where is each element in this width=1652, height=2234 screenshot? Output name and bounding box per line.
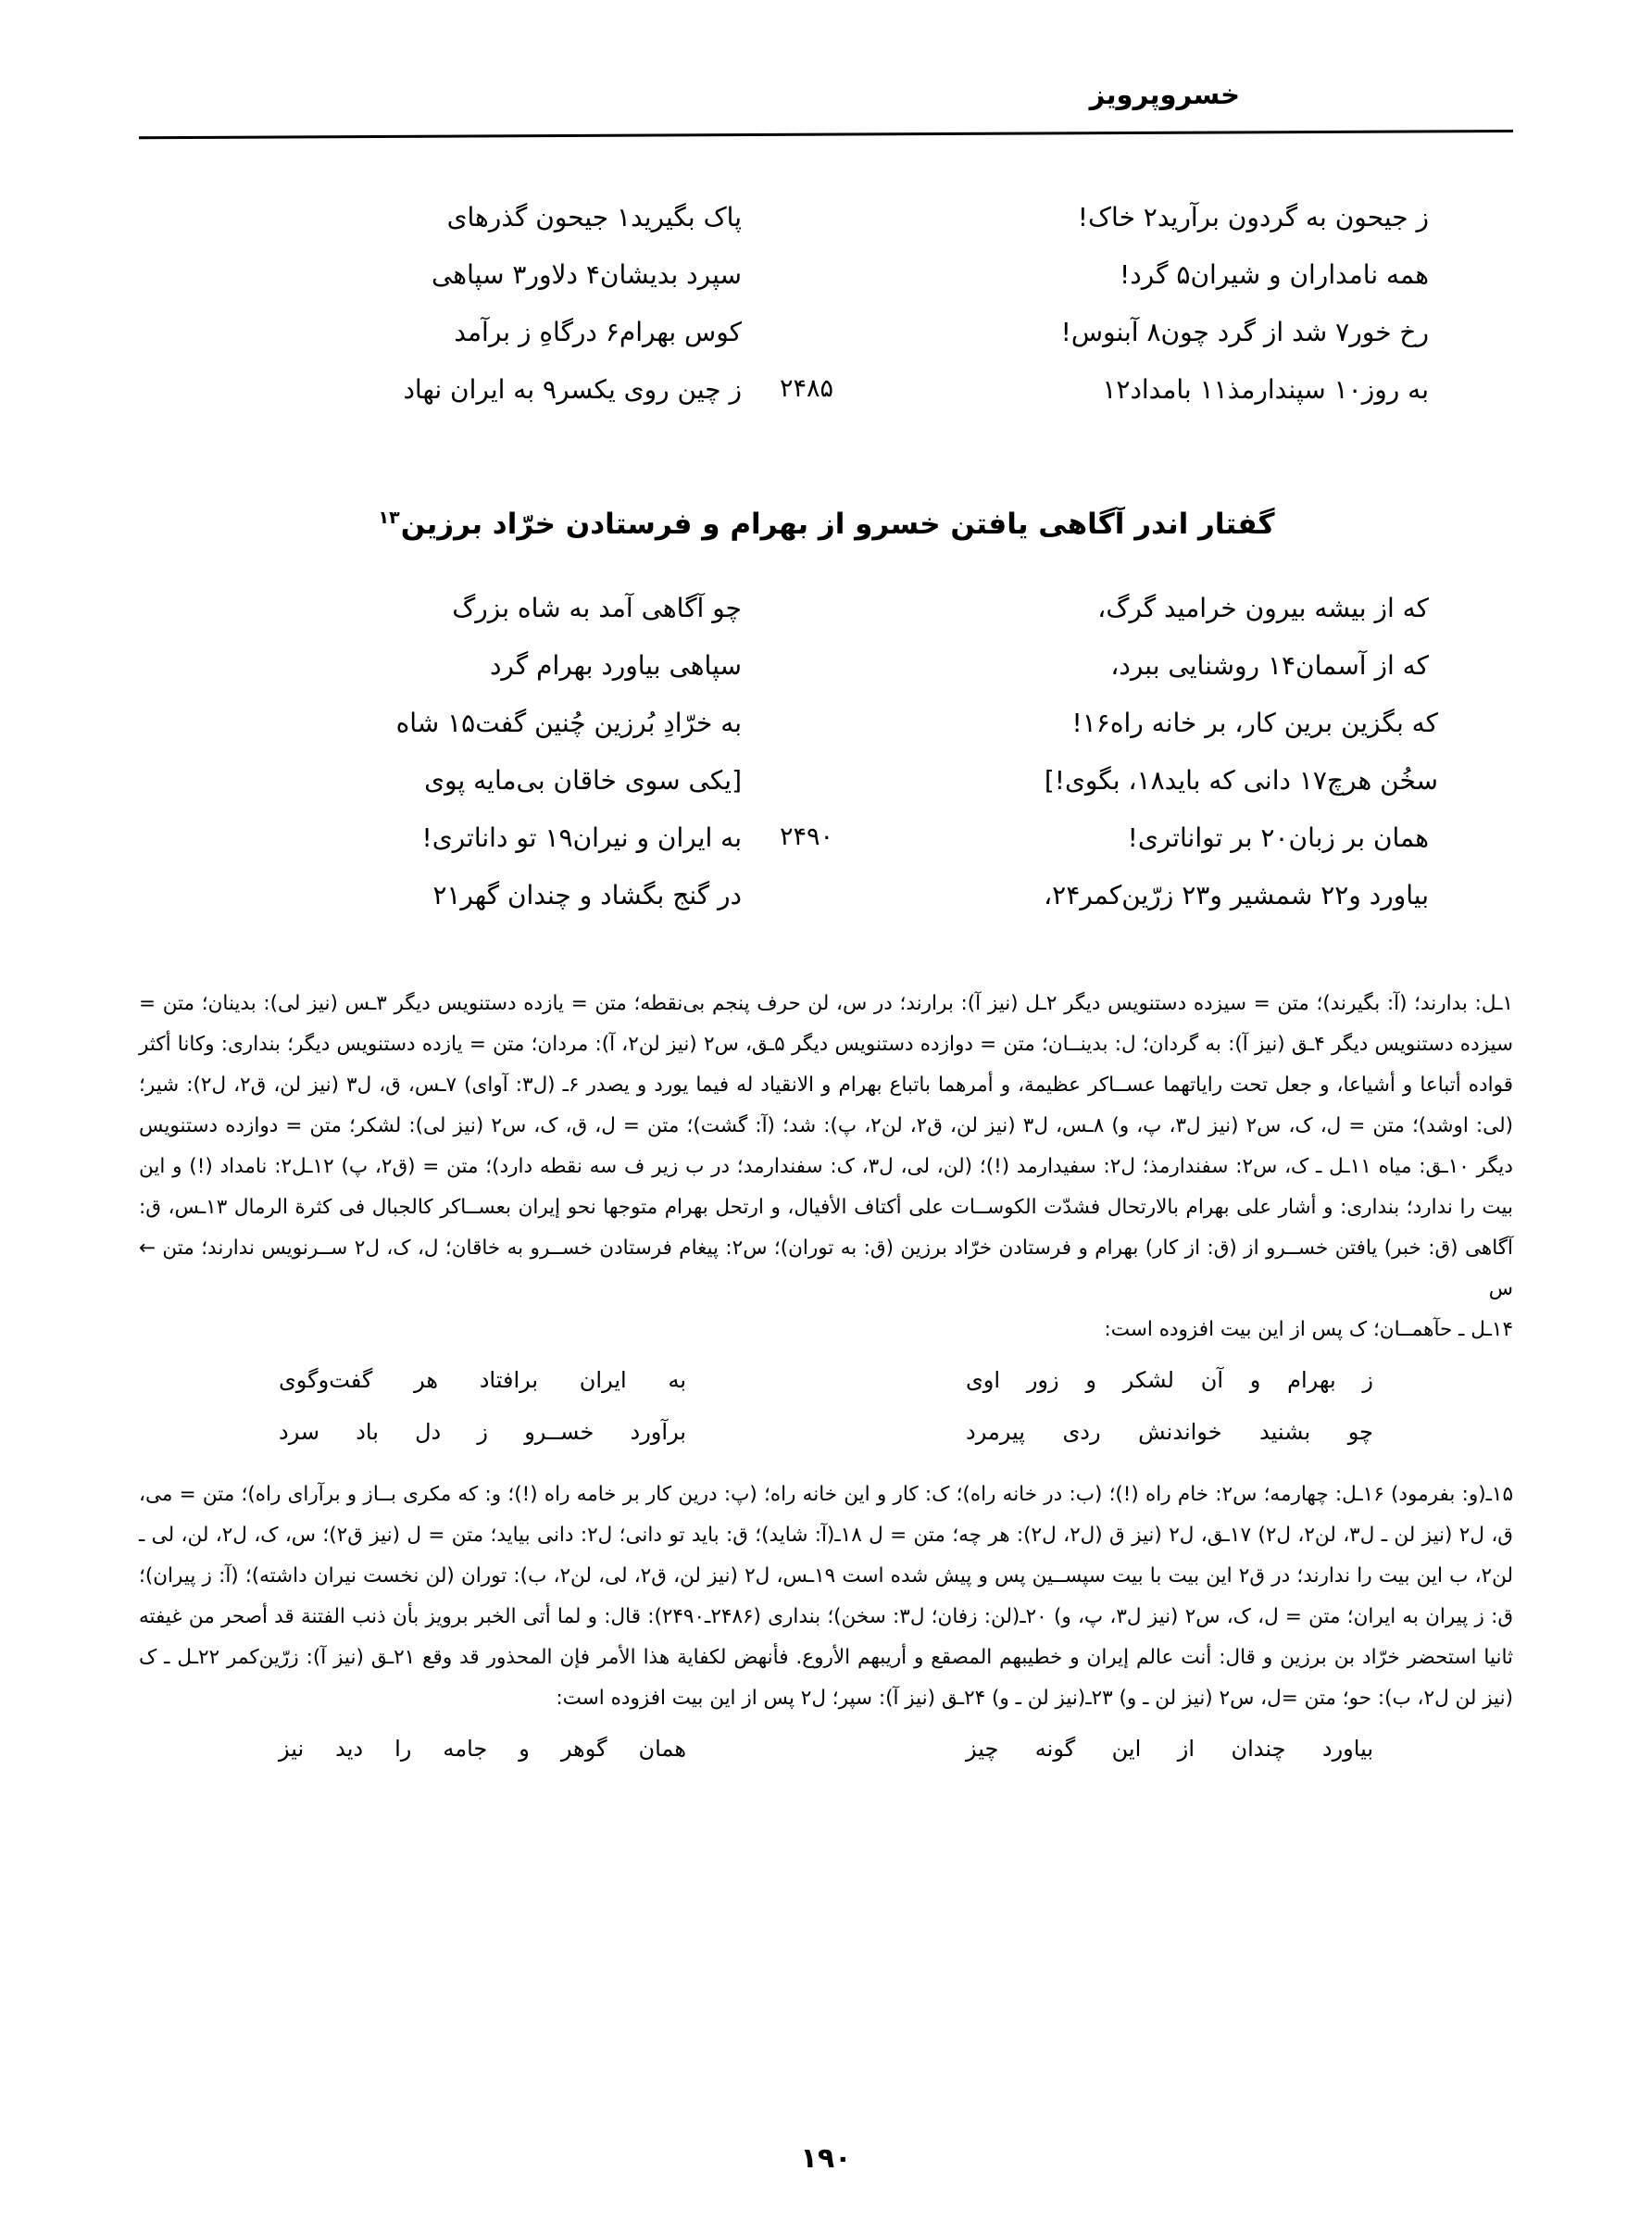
hemistich-right-3: کوس بهرام۶ درگاهِ ز برآمد	[454, 317, 742, 347]
hemistich-right	[139, 317, 826, 347]
hemistich-text	[910, 880, 1429, 910]
verse-number: ۲۴۸۵	[779, 374, 833, 403]
header-divider-rule	[139, 130, 1513, 139]
hemistich-text	[223, 822, 742, 853]
apparatus-paragraph-1: ۱ـل: بدارند؛ (آ: بگیرند)؛ متن = سیزده دستنویس دیگر ۲ـل (نیز آ): برارند؛ در س، لن حرف پنجم بی‌نقطه؛ متن = یازده دستنویس دیگر ۳ـس (نیز لی): بدینان؛ متن = سیزده دستنویس دیگر ۴ـق (نیز آ): به گردان؛ ل: بدینــان؛ متن = دوازده دستنویس دیگر ۵ـق، س۲ (نیز لن۲، آ): مردان؛ متن = یازده دستنویس دیگر؛ بنداری: وكانا أكثر قواده أتباعا و أشیاعا، و جعل تحت رایاتهما عســاكر عظیمة، و أمرهما باتباع بهرام و الانقیاد له فیما یورد و یصدر ۶ـ (ل۳: آوای) ۷ـس، ق، ل۳ (نیز لن، ق۲، ل۲): شیر؛ (لی: اوشد)؛ متن = ل، ک، س۲ (نیز ل۳، پ، و) ۸ـس، ل۳ (نیز لن، ق۲، لن۲، پ): شد؛ (آ: گشت)؛ متن = ل، ق، ک، س۲ (نیز لی): لشكر؛ متن = دوازده دستنویس دیگر ۱۰ـق: میاه ۱۱ـل ـ ک، س۲: سفندارمذ؛ ل۲: سفیدارمد (!)؛ (لن، لی، ل۳، ک: سفندارمد؛ در ب زیر ف سه نقطه دارد)؛ متن = (ق۲، پ) ۱۲ـل۲: نامداد (!) و این بیت را ندارد؛ بنداری: و أشار علی بهرام بالارتحال فشدّت الكوســات علی أكتاف الأفیال، و ارتحل بهرام متوجها نحو إیران بعســاكر كالجبال فی كثرة الرمال ۱۳ـس، ق: آگاهی (ق: خبر) یافتن خســرو از (ق: از كار) بهرام و فرستادن خرّاد برزین (ق: به توران)؛ س۲: پیغام فرستادن خســرو به خاقان؛ ل، ک، ل۲ ســرنویس ندارند؛ متن ← س	[139, 992, 1514, 1300]
inset-verse-line	[139, 1728, 1513, 1780]
inset-hemistich-right	[139, 1728, 826, 1769]
hemistich-right	[139, 708, 826, 738]
apparatus-paragraph-3: ۱۵ـ(و: بفرمود) ۱۶ـل: چهارمه؛ س۲: خام راه (!)؛ (ب: در خانه راه)؛ ک: کار و این خانه راه؛ (پ: درین کار بر خامه راه (!)؛ و: که مكری بــاز و برآرای راه)؛ متن = می، ق، ل۲ (نیز لن ـ ل۳، لن۲، ل۲) ۱۷ـق، ل۲ (نیز ق (ل۲، ل۲): هر چه؛ متن = ل ۱۸ـ(آ: شاید)؛ ق: باید تو دانی؛ ل۲: دانی بیاید؛ متن = ل (نیز ق۲)؛ س، ک، ل۲، لن، لی ـ لن۲، ب این بیت را ندارند؛ در ق۲ این بیت با بیت سپســین پس و پیش شده است ۱۹ـس، ل۲ (نیز لن، ق۲، لی، لن۲، ب): توران (لن نخست نیران داشته)؛ (آ: ز پیران)؛ ق: ز پیران به ایران؛ متن = ل، ک، س۲ (نیز ل۳، پ، و) ۲۰ـ(لن: زفان؛ ل۳: سخن)؛ بنداری (۲۴۸۶ـ۲۴۹۰): قال: و لما أتی الخبر برویز بأن ذنب الفتنة قد أصحر من غیفته ثانیا استحضر خرّاد بن برزین و قال: أنت عالم إیران و خطیبهم المصقع و أریبهم الأروع. فأنهض لكفایة هذا الأمر فإن المحذور قد وقع ۲۱ـق (نیز آ): زرّین‌کمر ۲۲ـل ـ ک (نیز لن ل۲، ب): حو؛ متن =ل، س۲ (نیز لن ـ و) ۲۳ـ(نیز لن ـ و) ۲۴ـق (نیز آ): سپر؛ ل۲ پس از این بیت افزوده است:	[139, 1483, 1513, 1710]
verse-block-first	[139, 202, 1513, 432]
inset-hemistich-left	[826, 1360, 1513, 1400]
hemistich-right-2: سپرد بدیشان۴ دلاور۳ سپاهی	[431, 259, 742, 290]
hemistich-left	[826, 202, 1513, 232]
verse-line	[139, 317, 1513, 374]
hemistich-text	[223, 765, 742, 796]
inset-verse-line	[139, 1412, 1513, 1463]
inset-hemistich-left	[826, 1728, 1513, 1769]
hemistich-left-1: ز جیحون به گردون برآرید۲ خاک!	[1077, 202, 1429, 232]
hemistich-left	[826, 259, 1513, 290]
hemistich-text	[901, 708, 1438, 738]
hemistich-left	[826, 650, 1513, 681]
hemistich-text	[223, 202, 742, 232]
verse-line	[139, 202, 1513, 259]
hemistich-text	[910, 650, 1429, 681]
hemistich-text	[223, 650, 742, 681]
hemistich-right	[139, 880, 826, 910]
verse-number: ۲۴۹۰	[779, 822, 833, 851]
inset-hemistich-right-1: به ایران برافتاد هر گفت‌وگوی	[279, 1367, 686, 1393]
hemistich-right	[139, 202, 826, 232]
inset-hemistich-left-2: چو بشنید خواندنش ردی پیرمرد	[966, 1419, 1373, 1445]
hemistich-text	[901, 765, 1438, 796]
section-heading-text: گفتار اندر آگاهی یافتن خسرو از بهرام و فرستادن خرّاد برزین	[400, 508, 1275, 541]
inset-hemistich-right-2: برآورد خســرو ز دل باد سرد	[279, 1419, 686, 1445]
verse-block-second	[139, 593, 1513, 937]
hemistich-left	[826, 593, 1513, 623]
hemistich-right-10: در گنج بگشاد و چندان گهر۲۱	[432, 880, 742, 910]
hemistich-right	[139, 259, 826, 290]
hemistich-left-6: که از آسمان۱۴ روشنایی ببرد،	[1110, 650, 1429, 681]
hemistich-right	[139, 593, 826, 623]
hemistich-left-10: بیاورد و۲۲ شمشیر و۲۳ زرّین‌کمر۲۴،	[1044, 880, 1429, 910]
hemistich-text	[223, 259, 742, 290]
inset-hemistich-right	[139, 1412, 826, 1452]
hemistich-left	[826, 765, 1513, 796]
inset-verse-line	[139, 1360, 1513, 1412]
hemistich-left-3: رخ خور۷ شد از گرد چون۸ آبنوس!	[1060, 317, 1429, 347]
hemistich-text	[910, 593, 1429, 623]
verse-line	[139, 708, 1513, 765]
hemistich-text	[910, 317, 1429, 347]
hemistich-left-4: به روز۱۰ سپندارمذ۱۱ بامداد۱۲	[1102, 374, 1429, 405]
hemistich-text	[223, 317, 742, 347]
hemistich-left	[826, 708, 1513, 738]
verse-line	[139, 765, 1513, 822]
hemistich-text	[223, 880, 742, 910]
inset-hemistich-left-1: ز بهرام و آن لشكر و زور اوی	[966, 1367, 1373, 1393]
hemistich-right-1: پاک بگیرید۱ جیحون گذرهای	[446, 202, 742, 232]
hemistich-text	[910, 259, 1429, 290]
hemistich-left-8: سخُن هرچ۱۷ دانی که باید۱۸، بگوی!]	[1044, 765, 1438, 796]
verse-line	[139, 650, 1513, 708]
critical-apparatus	[139, 984, 1513, 1791]
hemistich-text	[223, 708, 742, 738]
hemistich-right-9: به ایران و نیران۱۹ تو داناتری!	[421, 822, 742, 853]
inset-hemistich-right-3: همان گوهر و جامه را دید نیز	[279, 1736, 686, 1762]
section-heading	[139, 508, 1513, 541]
page-header	[139, 79, 1513, 137]
hemistich-left	[826, 880, 1513, 910]
hemistich-text	[910, 202, 1429, 232]
hemistich-right-8: [یکی سوی خاقان بی‌مایه پوی	[424, 765, 742, 796]
hemistich-right-7: به خرّادِ بُرزین چُنین گفت۱۵ شاه	[395, 708, 742, 738]
hemistich-right-6: سپاهی بیاورد بهرام گرد	[489, 650, 742, 681]
hemistich-text	[910, 822, 1429, 853]
hemistich-text	[910, 374, 1429, 405]
verse-line	[139, 880, 1513, 937]
hemistich-left-7: که بگزین برین کار، بر خانه راه۱۶!	[1071, 708, 1438, 738]
hemistich-right-4: ز چین روی یکسر۹ به ایران نهاد	[403, 374, 742, 405]
hemistich-left-2: همه نامداران و شیران۵ گرد!	[1120, 259, 1429, 290]
hemistich-left	[826, 374, 1513, 405]
verse-line	[139, 259, 1513, 317]
inset-variant-couplets-second	[139, 1728, 1513, 1780]
inset-variant-couplets-first	[139, 1360, 1513, 1463]
hemistich-left	[826, 317, 1513, 347]
verse-line	[139, 593, 1513, 650]
section-heading-footnote-marker: ۱۳	[378, 507, 400, 528]
hemistich-left	[826, 822, 1513, 853]
running-head-title: خسروپرویز	[1089, 79, 1240, 110]
inset-hemistich-left-3: بیاورد چندان از این گونه چیز	[966, 1736, 1373, 1762]
hemistich-right-5: چو آگاهی آمد به شاه بزرگ	[452, 593, 742, 623]
inset-hemistich-right	[139, 1360, 826, 1400]
folio-number: ۱۹۰	[800, 2142, 852, 2175]
hemistich-right	[139, 765, 826, 796]
hemistich-text	[223, 593, 742, 623]
inset-hemistich-left	[826, 1412, 1513, 1452]
hemistich-left-9: همان بر زبان۲۰ بر تواناتری!	[1127, 822, 1429, 853]
hemistich-text	[223, 374, 742, 405]
apparatus-paragraph-2: ۱۴ـل ـ حآ‌همــان؛ ک پس از این بیت افزوده است:	[1104, 1318, 1513, 1341]
verse-line	[139, 374, 1513, 432]
hemistich-right	[139, 374, 833, 405]
hemistich-left-5: که از بیشه بیرون خرامید گرگ،	[1097, 593, 1429, 623]
hemistich-right	[139, 822, 833, 853]
hemistich-right	[139, 650, 826, 681]
verse-line	[139, 822, 1513, 880]
